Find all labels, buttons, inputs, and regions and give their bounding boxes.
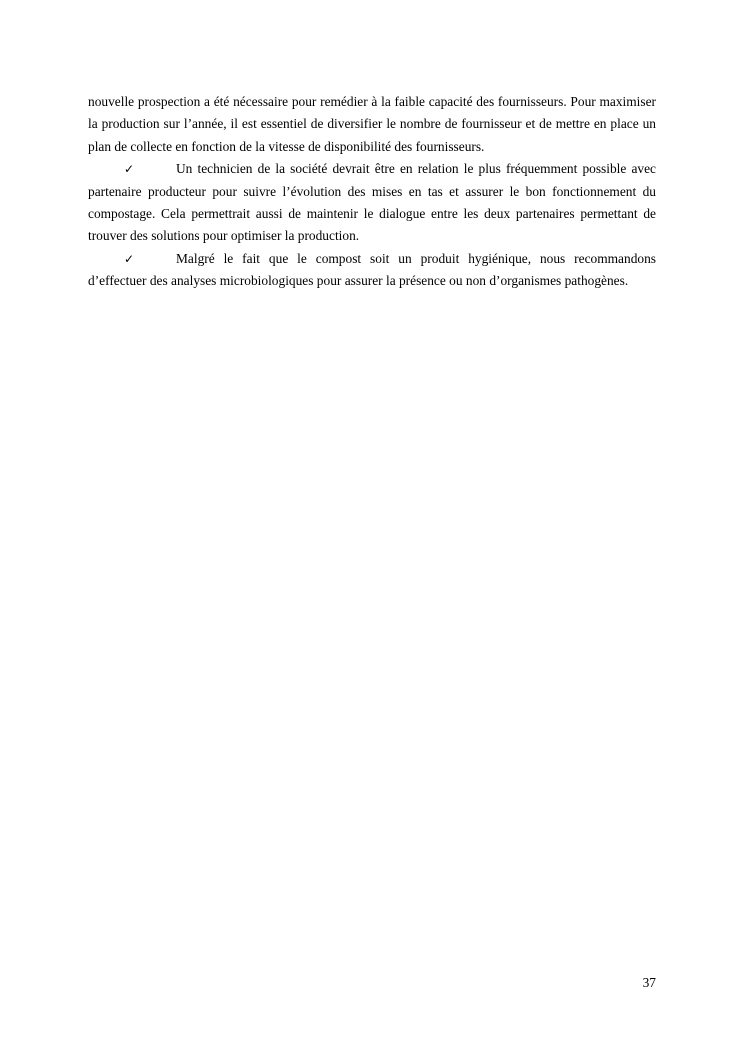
paragraph-continuation: nouvelle prospection a été nécessaire pour remédier à la faible capacité des fournisseurs. Pour maximiser la production sur l’année, il est essentiel de diversifier le nombre de fournisseur et de mettre en place un plan de collecte en fonction de la vitesse de disponibilité des fournisseurs.: [88, 94, 656, 154]
checkmark-icon: ✓: [124, 162, 135, 177]
page-number: 37: [642, 975, 656, 990]
bullet-paragraph-analyses: [88, 248, 656, 293]
body-text: [88, 91, 656, 293]
checkmark-icon: ✓: [124, 251, 135, 266]
bullet-text-technician: Un technicien de la société devrait être en relation le plus fréquemment possible avec partenaire producteur pour suivre l’évolution des mises en tas et assurer le bon fonctionnement du compostage. Cela permettrait aussi de maintenir le dialogue entre les deux partenaires permettant de trouver des solutions pour optimiser la production.: [88, 161, 656, 244]
bullet-paragraph-technician: [88, 158, 656, 248]
bullet-text-analyses: Malgré le fait que le compost soit un produit hygiénique, nous recommandons d’effectuer des analyses microbiologiques pour assurer la présence ou non d’organismes pathogènes.: [88, 250, 656, 289]
